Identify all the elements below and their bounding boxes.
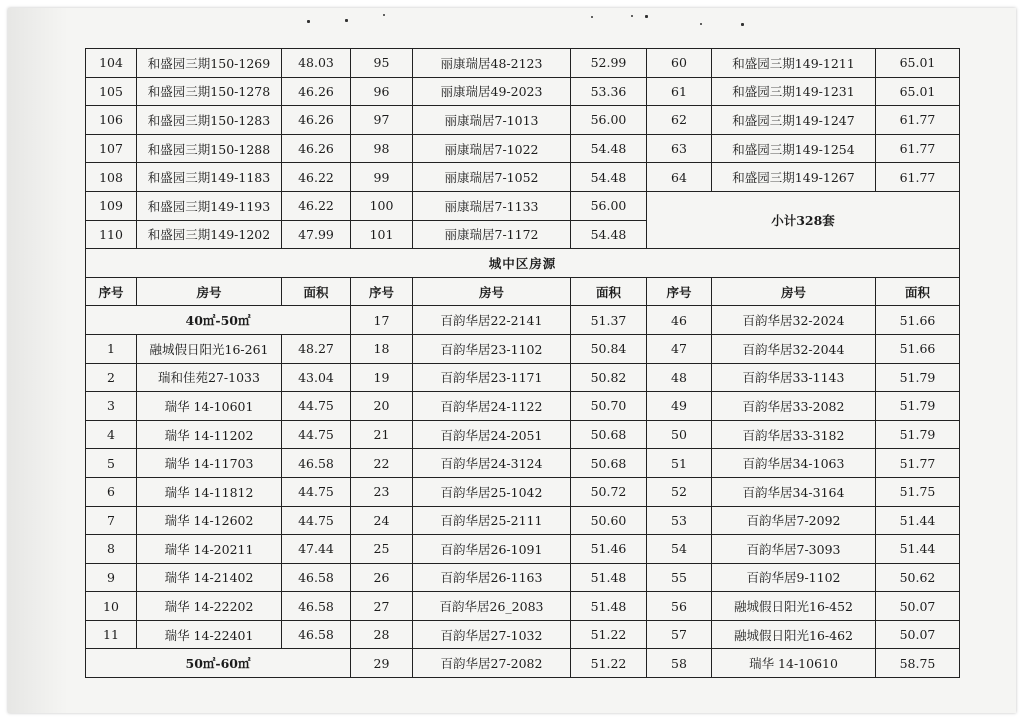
unit-cell: 百韵华居32-2024 xyxy=(712,306,876,335)
area-cell: 54.48 xyxy=(571,134,647,163)
section-title: 城中区房源 xyxy=(86,249,960,278)
unit-cell: 丽康瑞居7-1052 xyxy=(413,163,571,192)
area-cell: 54.48 xyxy=(571,220,647,249)
area-cell: 46.26 xyxy=(282,77,351,106)
area-cell: 48.27 xyxy=(282,334,351,363)
table-row xyxy=(86,363,960,392)
area-cell: 54.48 xyxy=(571,163,647,192)
unit-cell: 百韵华居27-1032 xyxy=(413,620,571,649)
table-row xyxy=(86,477,960,506)
table-row xyxy=(86,563,960,592)
serial-cell: 6 xyxy=(86,477,137,506)
column-header: 房号 xyxy=(712,277,876,306)
area-cell: 50.84 xyxy=(571,334,647,363)
unit-cell: 百韵华居34-1063 xyxy=(712,449,876,478)
table-row xyxy=(86,49,960,78)
unit-cell: 和盛园三期150-1269 xyxy=(137,49,282,78)
table-row xyxy=(86,506,960,535)
area-cell: 47.44 xyxy=(282,535,351,564)
serial-cell: 5 xyxy=(86,449,137,478)
unit-cell: 百韵华居33-2082 xyxy=(712,392,876,421)
area-cell: 56.00 xyxy=(571,106,647,135)
unit-cell: 百韵华居9-1102 xyxy=(712,563,876,592)
unit-cell: 和盛园三期149-1231 xyxy=(712,77,876,106)
unit-cell: 瑞华 14-22401 xyxy=(137,620,282,649)
unit-cell: 百韵华居33-1143 xyxy=(712,363,876,392)
unit-cell: 和盛园三期149-1202 xyxy=(137,220,282,249)
area-cell: 50.68 xyxy=(571,449,647,478)
serial-cell: 4 xyxy=(86,420,137,449)
table-body xyxy=(86,49,960,678)
area-cell: 51.79 xyxy=(876,392,960,421)
serial-cell: 28 xyxy=(351,620,413,649)
serial-cell: 110 xyxy=(86,220,137,249)
area-cell: 44.75 xyxy=(282,392,351,421)
table-row xyxy=(86,535,960,564)
serial-cell: 8 xyxy=(86,535,137,564)
table-row xyxy=(86,191,960,220)
unit-cell: 和盛园三期149-1247 xyxy=(712,106,876,135)
area-cell: 51.37 xyxy=(571,306,647,335)
column-header: 房号 xyxy=(137,277,282,306)
serial-cell: 27 xyxy=(351,592,413,621)
table-row xyxy=(86,392,960,421)
serial-cell: 107 xyxy=(86,134,137,163)
area-cell: 43.04 xyxy=(282,363,351,392)
serial-cell: 95 xyxy=(351,49,413,78)
unit-cell: 瑞华 14-11703 xyxy=(137,449,282,478)
area-cell: 51.66 xyxy=(876,334,960,363)
serial-cell: 109 xyxy=(86,191,137,220)
serial-cell: 23 xyxy=(351,477,413,506)
unit-cell: 和盛园三期149-1193 xyxy=(137,191,282,220)
serial-cell: 20 xyxy=(351,392,413,421)
serial-cell: 96 xyxy=(351,77,413,106)
area-cell: 65.01 xyxy=(876,77,960,106)
area-cell: 51.46 xyxy=(571,535,647,564)
serial-cell: 46 xyxy=(647,306,712,335)
serial-cell: 56 xyxy=(647,592,712,621)
serial-cell: 97 xyxy=(351,106,413,135)
area-cell: 50.07 xyxy=(876,592,960,621)
unit-cell: 百韵华居23-1102 xyxy=(413,334,571,363)
area-cell: 56.00 xyxy=(571,191,647,220)
serial-cell: 1 xyxy=(86,334,137,363)
table-row xyxy=(86,449,960,478)
serial-cell: 63 xyxy=(647,134,712,163)
serial-cell: 104 xyxy=(86,49,137,78)
serial-cell: 57 xyxy=(647,620,712,649)
unit-cell: 瑞和佳苑27-1033 xyxy=(137,363,282,392)
area-cell: 50.72 xyxy=(571,477,647,506)
area-cell: 50.82 xyxy=(571,363,647,392)
serial-cell: 106 xyxy=(86,106,137,135)
area-cell: 46.58 xyxy=(282,592,351,621)
area-cell: 51.79 xyxy=(876,420,960,449)
area-cell: 61.77 xyxy=(876,106,960,135)
area-cell: 52.99 xyxy=(571,49,647,78)
area-cell: 44.75 xyxy=(282,420,351,449)
unit-cell: 百韵华居25-2111 xyxy=(413,506,571,535)
area-cell: 51.66 xyxy=(876,306,960,335)
serial-cell: 105 xyxy=(86,77,137,106)
serial-cell: 10 xyxy=(86,592,137,621)
area-cell: 46.58 xyxy=(282,563,351,592)
range-row xyxy=(86,649,960,678)
column-header: 面积 xyxy=(282,277,351,306)
column-header: 序号 xyxy=(351,277,413,306)
area-cell: 44.75 xyxy=(282,477,351,506)
serial-cell: 49 xyxy=(647,392,712,421)
housing-table xyxy=(85,48,960,678)
area-cell: 51.44 xyxy=(876,506,960,535)
unit-cell: 百韵华居24-2051 xyxy=(413,420,571,449)
serial-cell: 17 xyxy=(351,306,413,335)
unit-cell: 瑞华 14-12602 xyxy=(137,506,282,535)
area-range-label: 50㎡-60㎡ xyxy=(86,649,351,678)
serial-cell: 3 xyxy=(86,392,137,421)
area-cell: 50.68 xyxy=(571,420,647,449)
table-row xyxy=(86,77,960,106)
serial-cell: 53 xyxy=(647,506,712,535)
area-cell: 61.77 xyxy=(876,163,960,192)
area-cell: 46.22 xyxy=(282,163,351,192)
unit-cell: 瑞华 14-11812 xyxy=(137,477,282,506)
area-cell: 58.75 xyxy=(876,649,960,678)
serial-cell: 29 xyxy=(351,649,413,678)
unit-cell: 百韵华居7-3093 xyxy=(712,535,876,564)
column-header: 面积 xyxy=(571,277,647,306)
area-cell: 46.58 xyxy=(282,449,351,478)
serial-cell: 54 xyxy=(647,535,712,564)
area-cell: 46.26 xyxy=(282,106,351,135)
column-header: 面积 xyxy=(876,277,960,306)
table-row xyxy=(86,163,960,192)
unit-cell: 百韵华居32-2044 xyxy=(712,334,876,363)
serial-cell: 26 xyxy=(351,563,413,592)
serial-cell: 11 xyxy=(86,620,137,649)
unit-cell: 融城假日阳光16-462 xyxy=(712,620,876,649)
serial-cell: 98 xyxy=(351,134,413,163)
serial-cell: 58 xyxy=(647,649,712,678)
unit-cell: 和盛园三期150-1278 xyxy=(137,77,282,106)
area-cell: 51.77 xyxy=(876,449,960,478)
area-cell: 51.48 xyxy=(571,563,647,592)
table-row xyxy=(86,134,960,163)
unit-cell: 百韵华居24-3124 xyxy=(413,449,571,478)
column-header: 序号 xyxy=(86,277,137,306)
area-cell: 48.03 xyxy=(282,49,351,78)
unit-cell: 和盛园三期149-1183 xyxy=(137,163,282,192)
column-header: 房号 xyxy=(413,277,571,306)
unit-cell: 百韵华居7-2092 xyxy=(712,506,876,535)
table-row xyxy=(86,106,960,135)
table-row xyxy=(86,620,960,649)
area-cell: 51.75 xyxy=(876,477,960,506)
unit-cell: 百韵华居27-2082 xyxy=(413,649,571,678)
unit-cell: 百韵华居34-3164 xyxy=(712,477,876,506)
serial-cell: 24 xyxy=(351,506,413,535)
unit-cell: 和盛园三期150-1283 xyxy=(137,106,282,135)
unit-cell: 百韵华居22-2141 xyxy=(413,306,571,335)
area-cell: 47.99 xyxy=(282,220,351,249)
area-cell: 61.77 xyxy=(876,134,960,163)
serial-cell: 19 xyxy=(351,363,413,392)
serial-cell: 52 xyxy=(647,477,712,506)
serial-cell: 108 xyxy=(86,163,137,192)
area-cell: 50.60 xyxy=(571,506,647,535)
unit-cell: 丽康瑞居7-1133 xyxy=(413,191,571,220)
unit-cell: 和盛园三期149-1254 xyxy=(712,134,876,163)
unit-cell: 融城假日阳光16-261 xyxy=(137,334,282,363)
unit-cell: 瑞华 14-22202 xyxy=(137,592,282,621)
section-row xyxy=(86,249,960,278)
serial-cell: 50 xyxy=(647,420,712,449)
unit-cell: 百韵华居25-1042 xyxy=(413,477,571,506)
area-cell: 51.48 xyxy=(571,592,647,621)
unit-cell: 丽康瑞居7-1172 xyxy=(413,220,571,249)
unit-cell: 和盛园三期149-1211 xyxy=(712,49,876,78)
unit-cell: 和盛园三期149-1267 xyxy=(712,163,876,192)
unit-cell: 瑞华 14-10610 xyxy=(712,649,876,678)
area-cell: 46.26 xyxy=(282,134,351,163)
unit-cell: 百韵华居23-1171 xyxy=(413,363,571,392)
unit-cell: 和盛园三期150-1288 xyxy=(137,134,282,163)
unit-cell: 百韵华居26-1091 xyxy=(413,535,571,564)
area-cell: 44.75 xyxy=(282,506,351,535)
area-cell: 65.01 xyxy=(876,49,960,78)
table-row xyxy=(86,334,960,363)
serial-cell: 61 xyxy=(647,77,712,106)
unit-cell: 百韵华居24-1122 xyxy=(413,392,571,421)
unit-cell: 百韵华居26-1163 xyxy=(413,563,571,592)
area-cell: 50.62 xyxy=(876,563,960,592)
unit-cell: 丽康瑞居49-2023 xyxy=(413,77,571,106)
serial-cell: 55 xyxy=(647,563,712,592)
area-cell: 51.79 xyxy=(876,363,960,392)
serial-cell: 51 xyxy=(647,449,712,478)
subtotal-cell: 小计328套 xyxy=(647,191,960,248)
unit-cell: 融城假日阳光16-452 xyxy=(712,592,876,621)
serial-cell: 21 xyxy=(351,420,413,449)
scan-specks xyxy=(0,0,1024,40)
serial-cell: 22 xyxy=(351,449,413,478)
area-cell: 50.07 xyxy=(876,620,960,649)
area-range-label: 40㎡-50㎡ xyxy=(86,306,351,335)
table-row xyxy=(86,592,960,621)
header-row xyxy=(86,277,960,306)
serial-cell: 60 xyxy=(647,49,712,78)
area-cell: 51.22 xyxy=(571,649,647,678)
area-cell: 46.58 xyxy=(282,620,351,649)
serial-cell: 18 xyxy=(351,334,413,363)
unit-cell: 瑞华 14-11202 xyxy=(137,420,282,449)
serial-cell: 7 xyxy=(86,506,137,535)
area-cell: 51.44 xyxy=(876,535,960,564)
area-cell: 46.22 xyxy=(282,191,351,220)
unit-cell: 瑞华 14-10601 xyxy=(137,392,282,421)
column-header: 序号 xyxy=(647,277,712,306)
unit-cell: 丽康瑞居48-2123 xyxy=(413,49,571,78)
unit-cell: 瑞华 14-21402 xyxy=(137,563,282,592)
area-cell: 53.36 xyxy=(571,77,647,106)
serial-cell: 25 xyxy=(351,535,413,564)
serial-cell: 48 xyxy=(647,363,712,392)
table-row xyxy=(86,420,960,449)
unit-cell: 百韵华居33-3182 xyxy=(712,420,876,449)
unit-cell: 瑞华 14-20211 xyxy=(137,535,282,564)
serial-cell: 62 xyxy=(647,106,712,135)
unit-cell: 丽康瑞居7-1013 xyxy=(413,106,571,135)
serial-cell: 9 xyxy=(86,563,137,592)
serial-cell: 64 xyxy=(647,163,712,192)
serial-cell: 100 xyxy=(351,191,413,220)
area-cell: 50.70 xyxy=(571,392,647,421)
serial-cell: 99 xyxy=(351,163,413,192)
range-row xyxy=(86,306,960,335)
area-cell: 51.22 xyxy=(571,620,647,649)
serial-cell: 47 xyxy=(647,334,712,363)
unit-cell: 百韵华居26_2083 xyxy=(413,592,571,621)
unit-cell: 丽康瑞居7-1022 xyxy=(413,134,571,163)
serial-cell: 2 xyxy=(86,363,137,392)
serial-cell: 101 xyxy=(351,220,413,249)
